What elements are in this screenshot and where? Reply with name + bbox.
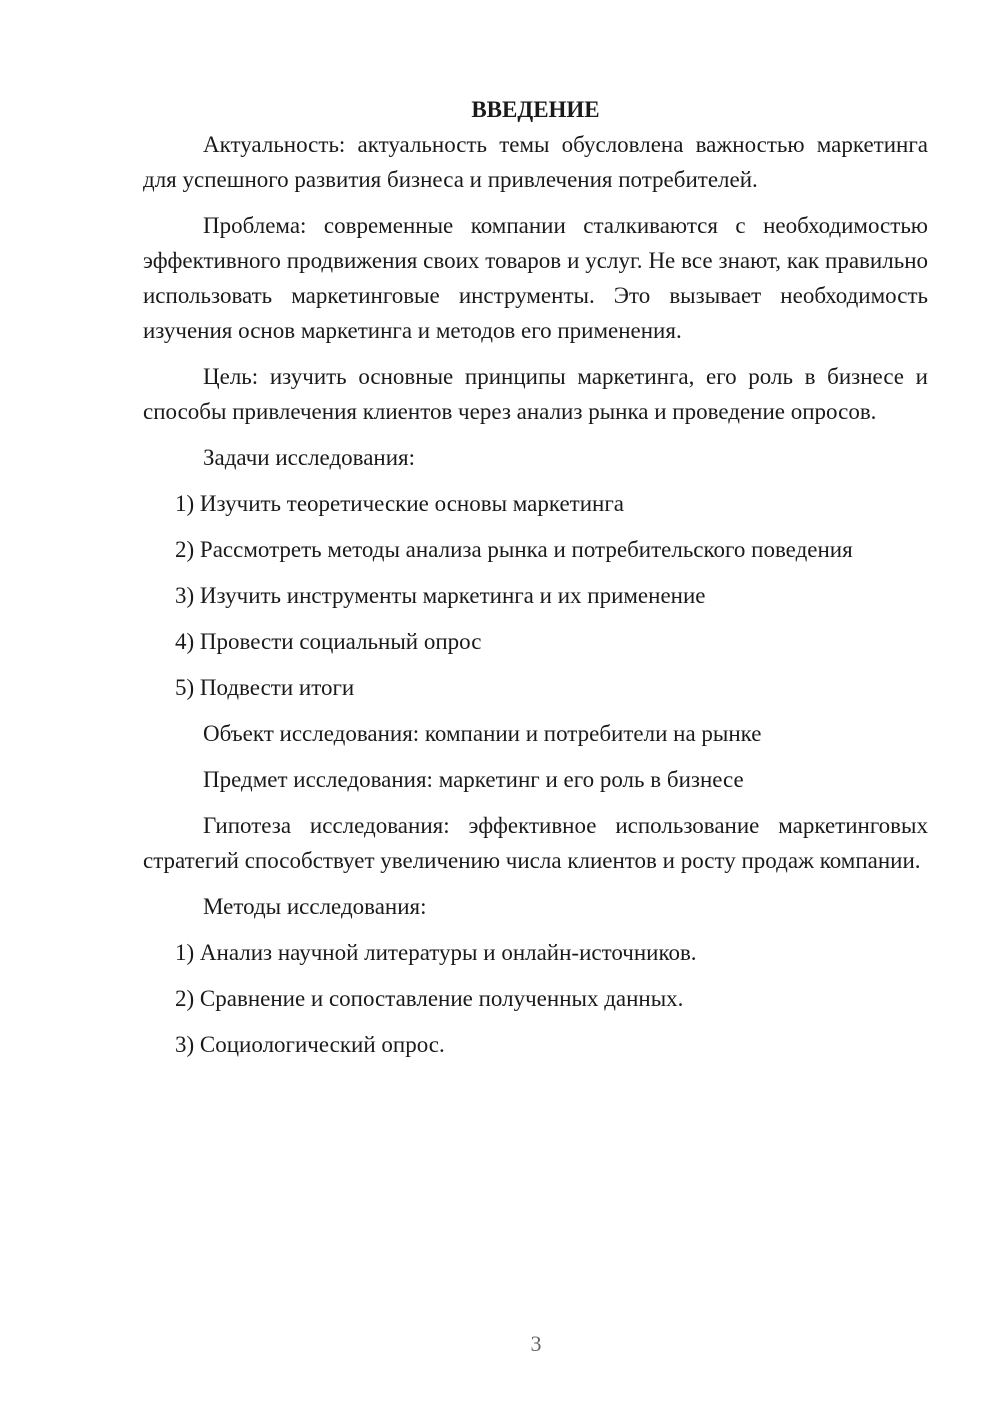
- list-item: 5) Подвести итоги: [175, 675, 355, 700]
- list-item: 2) Сравнение и сопоставление полученных данных.: [175, 986, 684, 1011]
- page-number: 3: [530, 1331, 542, 1356]
- list-item: 4) Провести социальный опрос: [175, 629, 482, 654]
- document-body: [143, 92, 928, 1062]
- list-item: 3) Изучить инструменты маркетинга и их применение: [175, 583, 706, 608]
- page-title: ВВЕДЕНИЕ: [471, 97, 600, 122]
- tasks-heading: Задачи исследования:: [203, 445, 416, 470]
- list-item: 1) Анализ научной литературы и онлайн-источников.: [175, 940, 697, 965]
- goal-paragraph: Цель: изучить основные принципы маркетинга, его роль в бизнесе и способы привлечения клиентов через анализ рынка и проведение опросов.: [143, 364, 928, 424]
- list-item: 1) Изучить теоретические основы маркетинга: [175, 491, 624, 516]
- tasks-list: [143, 486, 928, 705]
- list-item: 2) Рассмотреть методы анализа рынка и потребительского поведения: [175, 537, 853, 562]
- relevance-paragraph: Актуальность: актуальность темы обусловлена важностью маркетинга для успешного развития бизнеса и привлечения потребителей.: [143, 132, 928, 192]
- methods-heading: Методы исследования:: [203, 894, 427, 919]
- subject-paragraph: Предмет исследования: маркетинг и его роль в бизнесе: [203, 767, 744, 792]
- hypothesis-paragraph: Гипотеза исследования: эффективное использование маркетинговых стратегий способствует увеличению числа клиентов и росту продаж компании.: [143, 813, 928, 873]
- methods-list: [143, 935, 928, 1062]
- list-item: 3) Социологический опрос.: [175, 1032, 445, 1057]
- object-paragraph: Объект исследования: компании и потребители на рынке: [203, 721, 762, 746]
- problem-paragraph: Проблема: современные компании сталкиваются с необходимостью эффективного продвижения своих товаров и услуг. Не все знают, как правильно использовать маркетинговые инструменты. Это вызывает необходимость изучения основ маркетинга и методов его применения.: [143, 213, 928, 343]
